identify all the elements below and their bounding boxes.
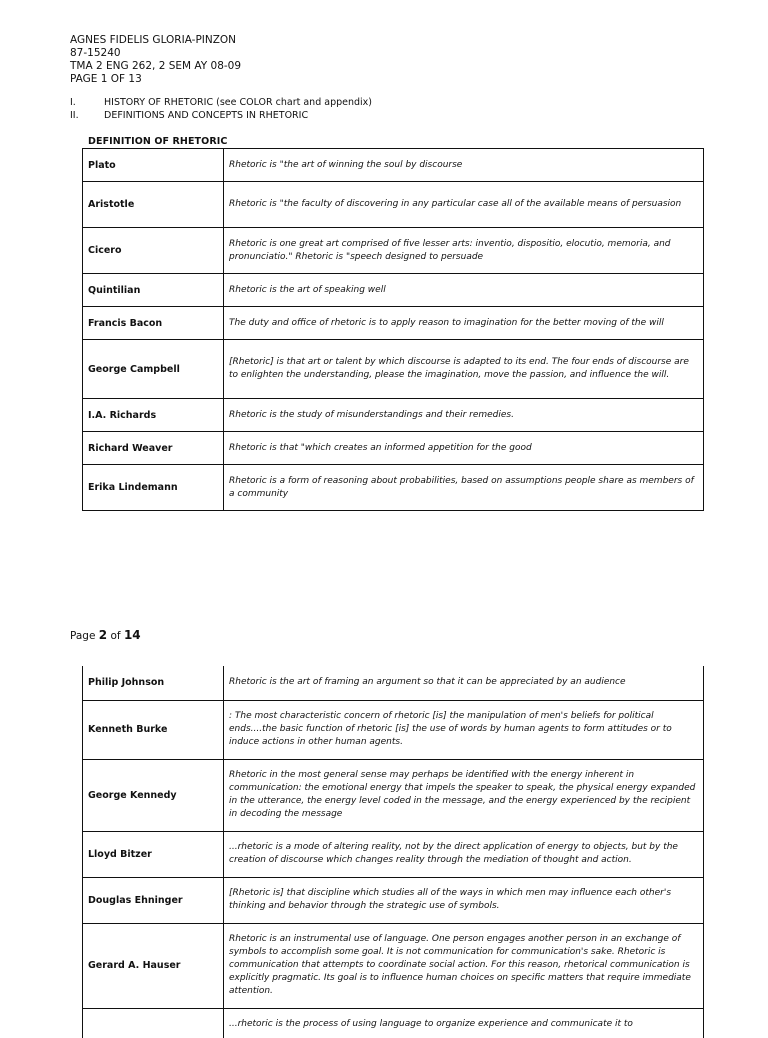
rhetorician-name: George Campbell xyxy=(83,340,224,399)
outline-text: HISTORY OF RHETORIC (see COLOR chart and appendix) xyxy=(104,97,372,108)
rhetorician-name: Francis Bacon xyxy=(83,307,224,340)
table-row xyxy=(83,228,704,274)
table-row xyxy=(83,759,704,831)
rhetoric-definition: Rhetoric is "the art of winning the soul by discourse xyxy=(224,149,704,182)
rhetorician-name: Aristotle xyxy=(83,182,224,228)
section-title: DEFINITION OF RHETORIC xyxy=(88,136,228,147)
rhetoric-definition: Rhetoric in the most general sense may perhaps be identified with the energy inherent in communication: the emotional energy that impels the speaker to speak, the physical energy expanded in the utterance, the energy level coded in the message, and the energy experienced by the recipient in decoding the message xyxy=(224,759,704,831)
table-row xyxy=(83,182,704,228)
outline-number: II. xyxy=(70,110,79,121)
page-indicator: PAGE 1 OF 13 xyxy=(70,73,142,85)
page-total: 14 xyxy=(123,628,141,642)
rhetoric-definition: [Rhetoric is] that discipline which studies all of the ways in which men may influence each other's thinking and behavior through the strategic use of symbols. xyxy=(224,877,704,923)
rhetoric-definition: The duty and office of rhetoric is to apply reason to imagination for the better moving of the will xyxy=(224,307,704,340)
rhetoric-definition: Rhetoric is the art of speaking well xyxy=(224,274,704,307)
rhetoric-definition: Rhetoric is that "which creates an informed appetition for the good xyxy=(224,432,704,465)
table-row xyxy=(83,307,704,340)
rhetoric-definition: Rhetoric is one great art comprised of five lesser arts: inventio, dispositio, elocutio, memoria, and pronunciatio." Rhetoric is "speech designed to persuade xyxy=(224,228,704,274)
table-row xyxy=(83,274,704,307)
student-id: 87-15240 xyxy=(70,47,121,59)
definitions-table-page1 xyxy=(82,148,704,511)
outline-item xyxy=(70,109,372,122)
rhetorician-name: Douglas Ehninger xyxy=(83,877,224,923)
outline-text: DEFINITIONS AND CONCEPTS IN RHETORIC xyxy=(104,110,309,121)
rhetorician-name: Cicero xyxy=(83,228,224,274)
rhetoric-definition: Rhetoric is a form of reasoning about probabilities, based on assumptions people share as members of a community xyxy=(224,465,704,511)
table-row xyxy=(83,465,704,511)
rhetorician-name: Gerard A. Hauser xyxy=(83,923,224,1008)
rhetoric-definition: Rhetoric is an instrumental use of language. One person engages another person in an exchange of symbols to accomplish some goal. It is not communication for communication's sake. Rhetoric is communication that attempts to coordinate social action. For this reason, rhetorical communication is explicitly pragmatic. Its goal is to influence human choices on specific matters that require immediate attention. xyxy=(224,923,704,1008)
rhetoric-definition: Rhetoric is "the faculty of discovering in any particular case all of the available means of persuasion xyxy=(224,182,704,228)
table-row xyxy=(83,399,704,432)
author-name: AGNES FIDELIS GLORIA-PINZON xyxy=(70,34,237,46)
outline-list xyxy=(70,96,372,122)
rhetorician-name: Lloyd Bitzer xyxy=(83,831,224,877)
course-info: TMA 2 ENG 262, 2 SEM AY 08-09 xyxy=(70,60,242,72)
table-row xyxy=(83,700,704,759)
rhetorician-name: George Kennedy xyxy=(83,759,224,831)
page-of: of xyxy=(110,630,121,642)
table-row xyxy=(83,432,704,465)
rhetoric-definition: Rhetoric is the study of misunderstandings and their remedies. xyxy=(224,399,704,432)
cut-off-table-row xyxy=(82,1008,704,1038)
outline-number: I. xyxy=(70,97,76,108)
page-prefix: Page xyxy=(70,630,96,642)
rhetorician-name: Quintilian xyxy=(83,274,224,307)
table-row xyxy=(83,340,704,399)
rhetorician-name: Erika Lindemann xyxy=(83,465,224,511)
table-row xyxy=(83,923,704,1008)
table-row xyxy=(83,877,704,923)
table-row xyxy=(83,149,704,182)
rhetoric-definition: ...rhetoric is a mode of altering reality, not by the direct application of energy to objects, but by the creation of discourse which changes reality through the mediation of thought and action. xyxy=(224,831,704,877)
document-header xyxy=(70,34,241,86)
rhetorician-name: I.A. Richards xyxy=(83,399,224,432)
page-current: 2 xyxy=(98,628,108,642)
rhetorician-name: Philip Johnson xyxy=(83,666,224,700)
rhetoric-definition: [Rhetoric] is that art or talent by which discourse is adapted to its end. The four ends of discourse are to enlighten the understanding, please the imagination, move the passion, and influence the will. xyxy=(224,340,704,399)
page-number-label xyxy=(70,628,141,642)
table-row xyxy=(83,831,704,877)
rhetoric-definition: Rhetoric is the art of framing an argument so that it can be appreciated by an audience xyxy=(224,666,704,700)
outline-item xyxy=(70,96,372,109)
rhetorician-name: Plato xyxy=(83,149,224,182)
definitions-table-page2 xyxy=(82,666,704,1009)
rhetorician-name: Kenneth Burke xyxy=(83,700,224,759)
rhetoric-definition: : The most characteristic concern of rhetoric [is] the manipulation of men's beliefs for political ends....the basic function of rhetoric [is] the use of words by human agents to form attitudes or to induce actions in other human agents. xyxy=(224,700,704,759)
rhetoric-definition: ...rhetoric is the process of using language to organize experience and communicate it to xyxy=(229,1019,633,1029)
rhetorician-name: Richard Weaver xyxy=(83,432,224,465)
table-row xyxy=(83,666,704,700)
